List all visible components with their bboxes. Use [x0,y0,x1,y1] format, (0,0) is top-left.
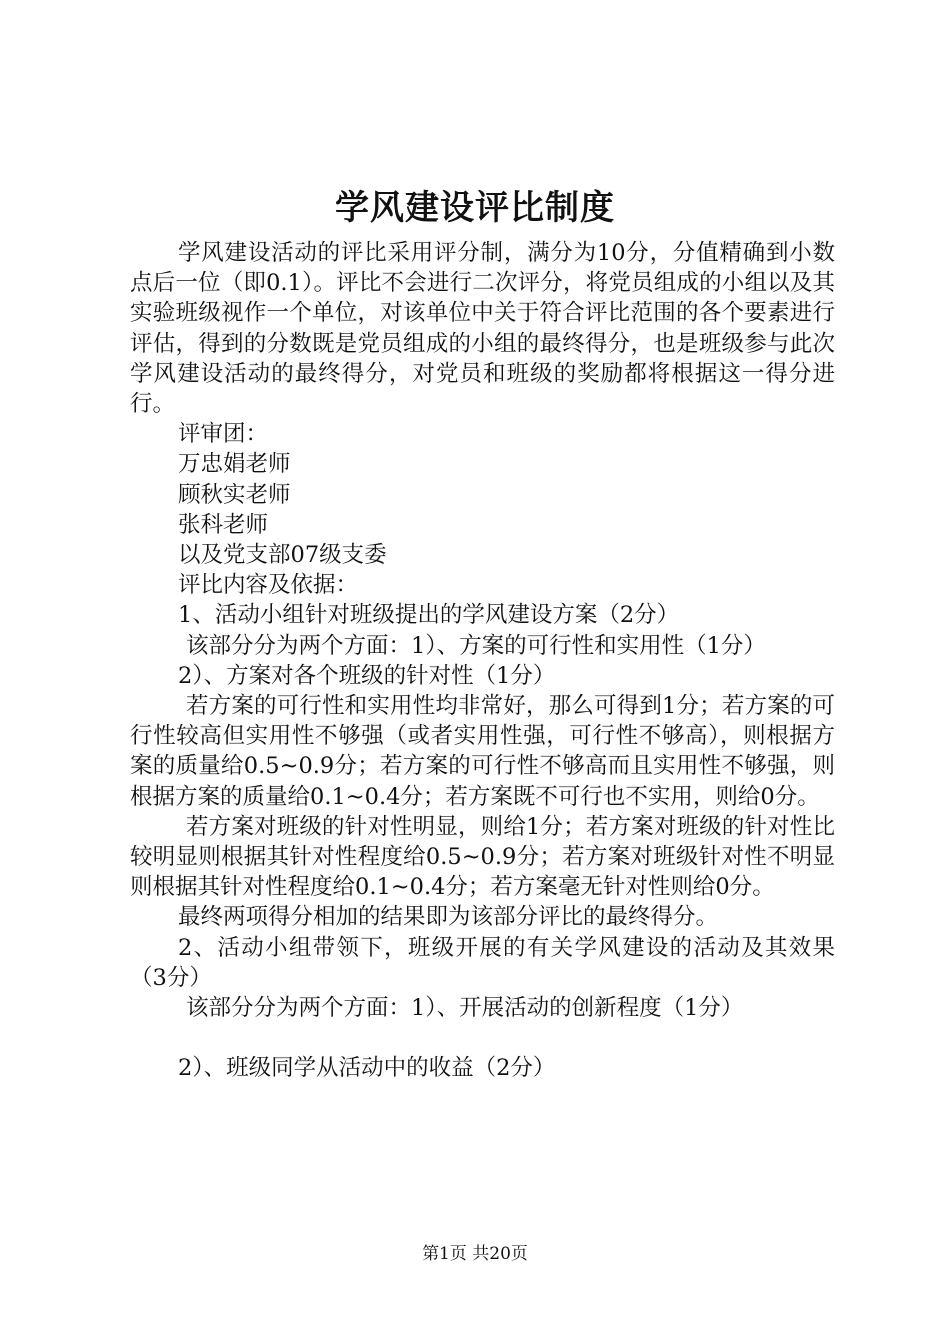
document-title: 学风建设评比制度 [335,188,615,228]
jury-member: 顾秋实老师 [178,481,291,508]
feasibility-scoring-paragraph: 若方案的可行性和实用性均非常好，那么可得到1分；若方案的可行性较高但实用性不够强（或者实用性强，可行性不够高），则根据方案的质量给0.5~0.9分；若方案的可行性不够高而且实用性不够强，则根据方案的质量给0.1~0.4分；若方案既不可行也不实用，则给0分。 [130,693,835,810]
criteria-item-2: 2、活动小组带领下，班级开展的有关学风建设的活动及其效果（3分） [130,934,835,991]
criteria-1-aspect-2: 2）、方案对各个班级的针对性（1分） [178,662,556,689]
criteria-2-aspects: 该部分分为两个方面：1）、开展活动的创新程度（1分） [186,995,744,1022]
targeting-scoring-paragraph: 若方案对班级的针对性明显，则给1分；若方案对班级的针对性比较明显则根据其针对性程度给0.5~0.9分；若方案对班级针对性不明显则根据其针对性程度给0.1~0.4分；若方案毫无针对性则给0分。 [130,813,835,901]
jury-heading: 评审团： [178,421,269,448]
blank-line [130,1023,835,1053]
document-body [130,238,835,1083]
summary-paragraph: 最终两项得分相加的结果即为该部分评比的最终得分。 [178,904,719,931]
jury-member: 张科老师 [178,511,269,538]
criteria-item-1: 1、活动小组针对班级提出的学风建设方案（2分） [178,602,680,629]
jury-member: 以及党支部07级支委 [178,542,387,569]
page-footer: 第1页 共20页 [422,1244,528,1264]
criteria-heading: 评比内容及依据： [178,572,359,599]
criteria-1-aspects: 该部分分为两个方面：1）、方案的可行性和实用性（1分） [186,632,766,659]
criteria-2-aspect-2: 2）、班级同学从活动中的收益（2分） [178,1055,556,1082]
intro-paragraph: 学风建设活动的评比采用评分制，满分为10分，分值精确到小数点后一位（即0.1）。评比不会进行二次评分，将党员组成的小组以及其实验班级视作一个单位，对该单位中关于符合评比范围的各个要素进行评估，得到的分数既是党员组成的小组的最终得分，也是班级参与此次学风建设活动的最终得分，对党员和班级的奖励都将根据这一得分进行。 [130,240,835,418]
jury-member: 万忠娟老师 [178,451,291,478]
